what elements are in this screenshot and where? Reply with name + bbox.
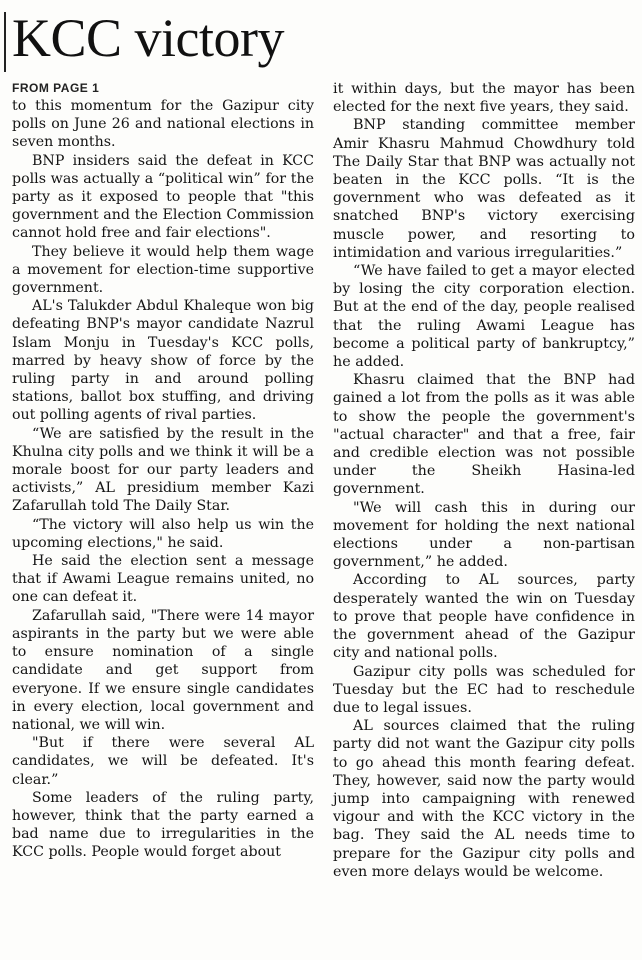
left-paragraph-3: They believe it would help them wage a movement for election-time supportive government. (12, 243, 314, 297)
right-paragraph-1: it within days, but the mayor has been elected for the next five years, they said. (333, 81, 635, 116)
right-paragraph-3: “We have failed to get a mayor elected by losing the city corporation election. But at the end of the day, people realised that the ruling Awami League has become a political party of bankruptcy,” he added. (333, 263, 635, 371)
right-paragraph-6: According to AL sources, party desperately wanted the win on Tuesday to prove that people have confidence in the government ahead of the Gazipur city and national polls. (333, 572, 635, 662)
left-paragraph-1: to this momentum for the Gazipur city polls on June 26 and national elections in seven months. (12, 98, 314, 151)
left-paragraph-2: BNP insiders said the defeat in KCC polls was actually a “political win” for the party as it exposed to people that "this government and the Election Commission cannot hold free and fair elections". (12, 152, 314, 242)
left-paragraph-5: “We are satisfied by the result in the Khulna city polls and we think it will be a morale boost for our party leaders and activists,” AL presidium member Kazi Zafarullah told The Daily Star. (12, 425, 314, 515)
left-paragraph-7: He said the election sent a message that if Awami League remains united, no one can defeat it. (12, 553, 314, 606)
right-paragraph-2: BNP standing committee member Amir Khasru Mahmud Chowdhury told The Daily Star that BNP was actually not beaten in the KCC polls. “It is the government who was defeated as it snatched BNP's victory exercising muscle power, and resorting to intimidation and various irregularities.” (333, 117, 635, 261)
right-paragraph-8: AL sources claimed that the ruling party did not want the Gazipur city polls to go ahead this month fearing defeat. They, however, said now the party would jump into campaigning with renewed vigour and with the KCC victory in the bag. They said the AL needs time to prepare for the Gazipur city polls and even more delays would be welcome. (333, 718, 635, 880)
right-paragraph-7: Gazipur city polls was scheduled for Tuesday but the EC had to reschedule due to legal issues. (333, 663, 635, 716)
left-paragraph-10: Some leaders of the ruling party, however, think that the party earned a bad name due to irregularities in the KCC polls. People would forget about (12, 789, 314, 861)
left-paragraph-6: “The victory will also help us win the upcoming elections," he said. (12, 516, 314, 551)
left-paragraph-9: "But if there were several AL candidates, we will be defeated. It's clear.” (12, 735, 314, 788)
right-column (333, 80, 635, 881)
left-paragraph-8: Zafarullah said, "There were 14 mayor aspirants in the party but we were able to ensure nomination of a single candidate and get support from everyone. If we ensure single candidates in every election, local government and national, we will win. (12, 607, 314, 733)
left-paragraph-4: AL's Talukder Abdul Khaleque won big defeating BNP's mayor candidate Nazrul Islam Monju in Tuesday's KCC polls, marred by heavy show of force by the ruling party in and around polling stations, ballot box stuffing, and driving out polling agents of rival parties. (12, 298, 314, 424)
column-rule (4, 12, 6, 72)
right-paragraph-5: "We will cash this in during our movement for holding the next national elections under a non-partisan government,” he added. (333, 499, 635, 571)
continuation-kicker: FROM PAGE 1 (12, 81, 100, 95)
left-column (12, 80, 314, 862)
headline: KCC victory (12, 8, 284, 68)
right-paragraph-4: Khasru claimed that the BNP had gained a lot from the polls as it was able to show the people the government's "actual character" and that a free, fair and credible election was not possible under the Sheikh Hasina-led government. (333, 372, 635, 498)
